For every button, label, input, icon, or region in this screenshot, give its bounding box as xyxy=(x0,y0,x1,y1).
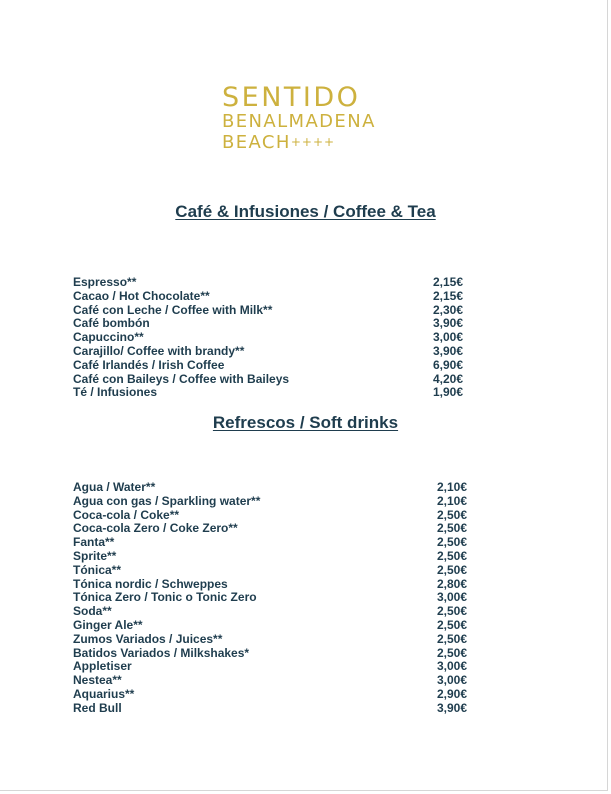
list-item xyxy=(73,674,473,688)
item-price: 1,90€ xyxy=(432,385,463,400)
list-item xyxy=(73,481,473,495)
item-price: 2,50€ xyxy=(436,535,467,550)
list-item xyxy=(73,550,473,564)
item-price: 2,50€ xyxy=(436,645,467,660)
item-price: 3,00€ xyxy=(436,673,467,688)
item-name: Batidos Variados / Milkshakes* xyxy=(73,645,250,660)
list-item xyxy=(73,522,473,536)
logo-stars: ++++ xyxy=(290,135,336,149)
item-price: 2,50€ xyxy=(436,521,467,536)
logo-line-2: BENALMADENA xyxy=(222,111,376,132)
item-name: Tónica Zero / Tonic o Tonic Zero xyxy=(73,590,257,605)
item-price: 2,80€ xyxy=(436,576,467,591)
item-price: 2,10€ xyxy=(436,493,467,508)
list-item xyxy=(73,331,473,345)
list-item xyxy=(73,564,473,578)
item-price: 2,50€ xyxy=(436,507,467,522)
item-name: Té / Infusiones xyxy=(73,385,158,400)
item-name: Café Irlandés / Irish Coffee xyxy=(73,357,225,372)
item-name: Agua con gas / Sparkling water** xyxy=(73,493,261,508)
item-name: Nestea** xyxy=(73,673,122,688)
item-price: 3,00€ xyxy=(436,659,467,674)
item-name: Appletiser xyxy=(73,659,132,674)
item-price: 2,50€ xyxy=(436,631,467,646)
list-item xyxy=(73,619,473,633)
list-item xyxy=(73,359,473,373)
item-price: 2,90€ xyxy=(436,686,467,701)
list-item xyxy=(73,276,473,290)
item-name: Agua / Water** xyxy=(73,480,156,494)
item-price: 2,50€ xyxy=(436,604,467,619)
item-price: 2,50€ xyxy=(436,548,467,563)
item-price: 3,00€ xyxy=(436,590,467,605)
item-price: 4,20€ xyxy=(432,371,463,386)
item-price: 3,90€ xyxy=(432,316,463,331)
item-price: 6,90€ xyxy=(432,357,463,372)
item-name: Aquarius** xyxy=(73,686,135,701)
list-item xyxy=(73,373,473,387)
list-item xyxy=(73,304,473,318)
list-item xyxy=(73,647,473,661)
item-name: Carajillo/ Coffee with brandy** xyxy=(73,343,245,358)
item-name: Espresso** xyxy=(73,275,137,289)
item-price: 2,30€ xyxy=(432,302,463,317)
section-heading-soft-drinks: Refrescos / Soft drinks xyxy=(212,413,399,432)
list-item xyxy=(73,386,473,400)
list-item xyxy=(73,633,473,647)
item-name: Cacao / Hot Chocolate** xyxy=(73,288,210,303)
list-item xyxy=(73,495,473,509)
list-item xyxy=(73,317,473,331)
item-name: Café con Leche / Coffee with Milk** xyxy=(73,302,273,317)
item-price: 2,50€ xyxy=(436,617,467,632)
item-price: 2,15€ xyxy=(432,288,463,303)
item-name: Soda** xyxy=(73,604,112,619)
item-name: Café bombón xyxy=(73,316,150,331)
list-item xyxy=(73,702,473,716)
item-name: Coca-cola / Coke** xyxy=(73,507,180,522)
item-name: Tónica nordic / Schweppes xyxy=(73,576,228,591)
list-item xyxy=(73,345,473,359)
list-item xyxy=(73,536,473,550)
item-name: Ginger Ale** xyxy=(73,617,143,632)
item-price: 2,50€ xyxy=(436,562,467,577)
item-price: 3,90€ xyxy=(436,700,467,715)
item-price: 2,10€ xyxy=(436,480,467,494)
item-price: 3,00€ xyxy=(432,330,463,345)
item-price: 2,15€ xyxy=(432,275,463,289)
item-name: Capuccino** xyxy=(73,330,144,345)
logo-line-3-text: BEACH xyxy=(222,132,291,153)
section-heading-coffee: Café & Infusiones / Coffee & Tea xyxy=(175,202,436,221)
soft-drinks-list xyxy=(73,481,473,716)
hotel-logo xyxy=(222,84,422,153)
coffee-tea-list xyxy=(73,276,473,400)
item-name: Tónica** xyxy=(73,562,122,577)
item-name: Zumos Variados / Juices** xyxy=(73,631,223,646)
list-item xyxy=(73,605,473,619)
item-price: 3,90€ xyxy=(432,343,463,358)
item-name: Café con Baileys / Coffee with Baileys xyxy=(73,371,290,386)
item-name: Sprite** xyxy=(73,548,117,563)
logo-line-3 xyxy=(222,132,422,153)
item-name: Coca-cola Zero / Coke Zero** xyxy=(73,521,238,536)
list-item xyxy=(73,660,473,674)
list-item xyxy=(73,688,473,702)
list-item xyxy=(73,578,473,592)
list-item xyxy=(73,509,473,523)
item-name: Red Bull xyxy=(73,700,122,715)
list-item xyxy=(73,591,473,605)
list-item xyxy=(73,290,473,304)
item-name: Fanta** xyxy=(73,535,115,550)
logo-line-1: SENTIDO xyxy=(222,82,361,113)
